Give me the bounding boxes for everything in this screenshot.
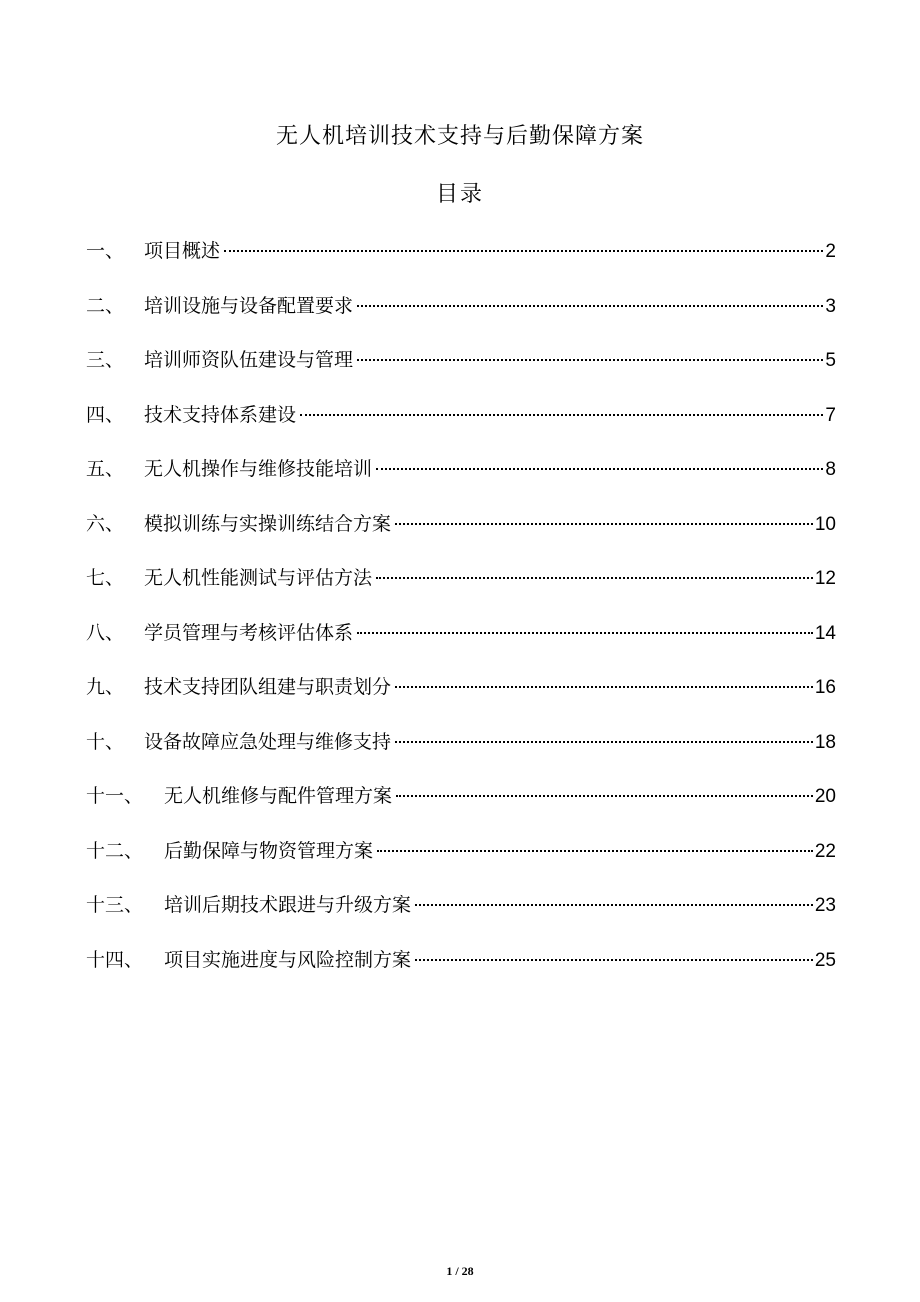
toc-dot-leader — [300, 414, 823, 416]
toc-dot-leader — [395, 523, 813, 525]
toc-entry-title[interactable]: 技术支持团队组建与职责划分 — [144, 676, 392, 698]
toc-entry-number: 一、 — [86, 240, 125, 262]
table-of-contents — [86, 232, 836, 995]
toc-entry-title[interactable]: 无人机操作与维修技能培训 — [144, 458, 373, 480]
toc-heading: 目录 — [435, 182, 484, 207]
toc-dot-leader — [396, 795, 813, 797]
toc-entry-number: 八、 — [86, 621, 125, 644]
toc-dot-leader — [357, 632, 813, 634]
toc-dot-leader — [224, 250, 823, 252]
toc-entry-page[interactable]: 23 — [814, 895, 836, 916]
toc-entry-title[interactable]: 无人机维修与配件管理方案 — [164, 785, 393, 807]
toc-entry-page[interactable]: 10 — [814, 513, 836, 535]
toc-entry-title[interactable]: 培训师资队伍建设与管理 — [144, 349, 354, 371]
toc-entry-number: 六、 — [86, 512, 125, 535]
toc-entry[interactable] — [86, 668, 836, 723]
toc-entry-number: 十三、 — [86, 894, 144, 916]
toc-entry[interactable] — [86, 450, 836, 505]
toc-entry[interactable] — [86, 396, 836, 451]
toc-entry[interactable] — [86, 287, 836, 342]
toc-entry-title[interactable]: 无人机性能测试与评估方法 — [144, 567, 373, 589]
toc-entry-title[interactable]: 培训后期技术跟进与升级方案 — [164, 894, 412, 916]
toc-entry-page[interactable]: 16 — [814, 677, 836, 698]
toc-entry-page[interactable]: 7 — [825, 404, 836, 426]
toc-dot-leader — [395, 741, 813, 743]
toc-entry-page[interactable]: 22 — [814, 840, 836, 862]
toc-dot-leader — [376, 468, 823, 470]
toc-entry-title[interactable]: 项目概述 — [144, 240, 221, 262]
toc-entry-title[interactable]: 模拟训练与实操训练结合方案 — [144, 512, 392, 535]
toc-entry[interactable] — [86, 505, 836, 560]
toc-dot-leader — [415, 904, 813, 906]
toc-entry[interactable] — [86, 341, 836, 396]
toc-entry-page[interactable]: 12 — [814, 568, 836, 589]
page-footer-indicator: 1 / 28 — [446, 1264, 474, 1278]
toc-entry-page[interactable]: 14 — [814, 622, 836, 644]
toc-dot-leader — [357, 305, 823, 307]
toc-entry-title[interactable]: 设备故障应急处理与维修支持 — [144, 730, 392, 753]
toc-entry-number: 十、 — [86, 730, 125, 753]
toc-entry-number: 七、 — [86, 567, 125, 589]
toc-entry[interactable] — [86, 559, 836, 614]
toc-entry-title[interactable]: 项目实施进度与风险控制方案 — [164, 948, 412, 971]
toc-entry-number: 十二、 — [86, 839, 144, 862]
toc-entry-page[interactable]: 2 — [825, 241, 836, 262]
toc-entry-title[interactable]: 技术支持体系建设 — [144, 403, 297, 426]
toc-dot-leader — [377, 850, 813, 852]
toc-entry-title[interactable]: 学员管理与考核评估体系 — [144, 621, 354, 644]
toc-entry-page[interactable]: 25 — [814, 949, 836, 971]
toc-entry-number: 九、 — [86, 676, 125, 698]
toc-dot-leader — [395, 686, 813, 688]
document-title: 无人机培训技术支持与后勤保障方案 — [275, 124, 644, 149]
toc-entry[interactable] — [86, 614, 836, 669]
toc-entry-number: 五、 — [86, 458, 125, 480]
toc-entry-page[interactable]: 8 — [825, 459, 836, 480]
toc-entry-page[interactable]: 18 — [814, 731, 836, 753]
toc-entry[interactable] — [86, 232, 836, 287]
toc-entry[interactable] — [86, 886, 836, 941]
toc-dot-leader — [415, 959, 813, 961]
toc-entry-number: 四、 — [86, 403, 125, 426]
toc-entry-title[interactable]: 培训设施与设备配置要求 — [144, 294, 354, 317]
toc-entry[interactable] — [86, 777, 836, 832]
toc-entry-number: 十一、 — [86, 785, 144, 807]
toc-entry-page[interactable]: 20 — [814, 786, 836, 807]
toc-entry-number: 十四、 — [86, 948, 144, 971]
toc-entry-title[interactable]: 后勤保障与物资管理方案 — [164, 839, 374, 862]
toc-entry[interactable] — [86, 723, 836, 778]
toc-dot-leader — [376, 577, 813, 579]
toc-entry[interactable] — [86, 941, 836, 996]
toc-entry-page[interactable]: 3 — [825, 295, 836, 317]
toc-entry[interactable] — [86, 832, 836, 887]
toc-entry-number: 二、 — [86, 294, 125, 317]
toc-entry-number: 三、 — [86, 349, 125, 371]
toc-dot-leader — [357, 359, 823, 361]
toc-entry-page[interactable]: 5 — [825, 350, 836, 371]
